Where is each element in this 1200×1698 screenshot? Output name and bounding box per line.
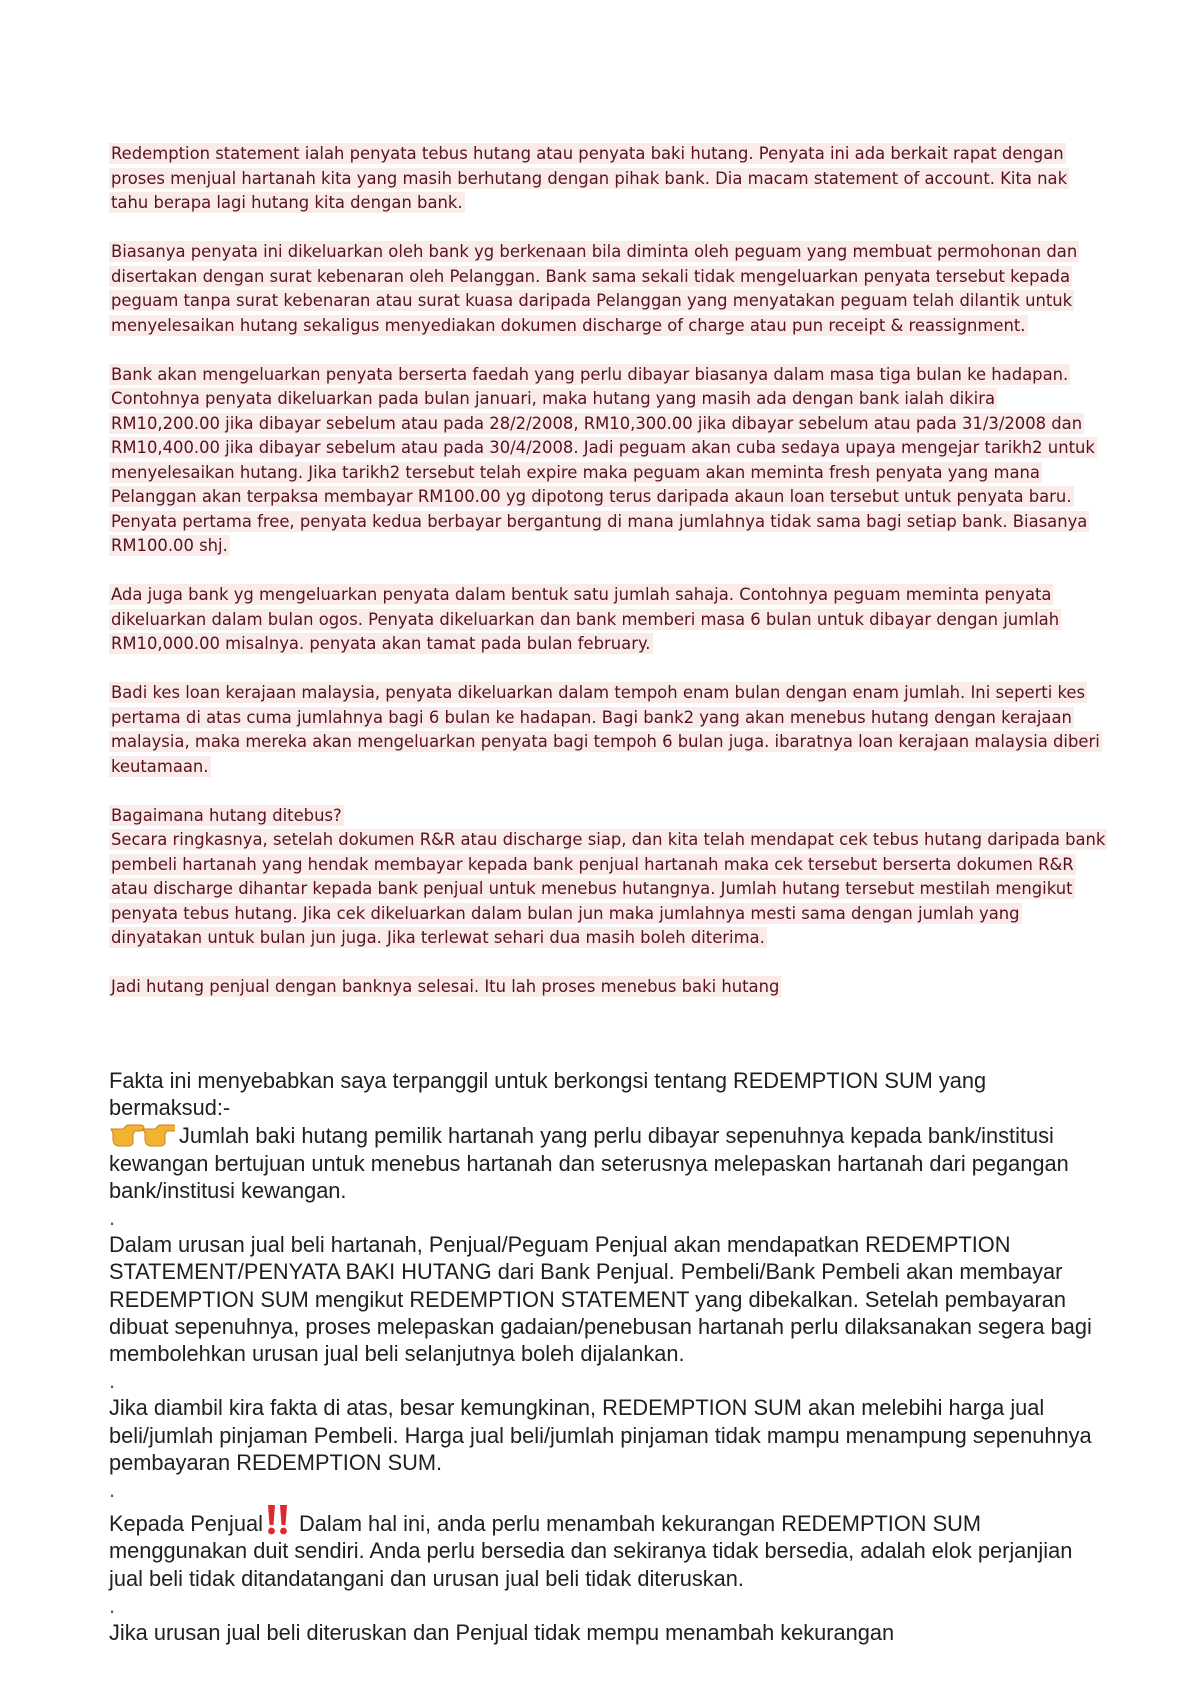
paragraph-text: Jadi hutang penjual dengan banknya selesai. Itu lah proses menebus baki hutang bbox=[111, 977, 780, 996]
paragraph-text: Bank akan mengeluarkan penyata berserta faedah yang perlu dibayar biasanya dalam masa tiga bulan ke hadapan. Contohnya penyata dikeluarkan pada bulan januari, maka hutang yang masih ada dengan bank ialah dikira RM10,200.00 jika dibayar sebelum atau pada 28/2/2008, RM10,300.00 jika dibayar sebelum atau pada 31/3/2008 dan RM10,400.00 jika dibayar sebelum atau pada 30/4/2008. Jadi peguam akan cuba sedaya upaya mengejar tarikh2 untuk menyelesaikan hutang. Jika tarikh2 tersebut telah expire maka peguam akan meminta fresh penyata yang mana Pelanggan akan terpaksa membayar RM100.00 yg dipotong terus daripada akaun loan tersebut untuk penyata baru. Penyata pertama free, penyata kedua berbayar bergantung di mana jumlahnya tidak sama bagi setiap bank. Biasanya RM100.00 shj. bbox=[111, 364, 1095, 555]
paragraph-text: Dalam hal ini, anda perlu menambah kekurangan REDEMPTION SUM menggunakan duit sendiri. Anda perlu bersedia dan sekiranya tidak bersedia, adalah elok perjanjian jual beli tidak ditandatangani dan urusan jual beli tidak diteruskan. bbox=[109, 1511, 1073, 1591]
paragraph-text: Redemption statement ialah penyata tebus hutang atau penyata baki hutang. Penyata ini ada berkait rapat dengan proses menjual hartanah kita yang masih berhutang dengan pihak bank. Dia macam statement of account. Kita nak tahu berapa lagi hutang kita dengan bank. bbox=[111, 144, 1068, 212]
question-heading: Bagaimana hutang ditebus? bbox=[111, 805, 342, 825]
paragraph: Jika urusan jual beli diteruskan dan Penjual tidak mempu menambah kekurangan bbox=[109, 1620, 895, 1645]
paragraph bbox=[109, 363, 1109, 559]
paragraph bbox=[109, 804, 1109, 951]
double-exclamation-icon bbox=[265, 1503, 291, 1537]
paragraph bbox=[109, 975, 1109, 1000]
paragraph bbox=[109, 1121, 1109, 1204]
paragraph bbox=[109, 240, 1109, 338]
commentary bbox=[109, 1067, 1109, 1646]
quoted-article bbox=[109, 142, 1109, 1024]
paragraph: Jika diambil kira fakta di atas, besar kemungkinan, REDEMPTION SUM akan melebihi harga jual beli/jumlah pinjaman Pembeli. Harga jual beli/jumlah pinjaman tidak mampu menampung sepenuhnya pembayaran REDEMPTION SUM. bbox=[109, 1395, 1092, 1475]
separator: . bbox=[109, 1592, 116, 1618]
paragraph-text: Biasanya penyata ini dikeluarkan oleh bank yg berkenaan bila diminta oleh peguam yang membuat permohonan dan disertakan dengan surat kebenaran oleh Pelanggan. Bank sama sekali tidak mengeluarkan penyata tersebut kepada peguam tanpa surat kebenaran atau surat kuasa daripada Pelanggan yang menyatakan peguam telah dilantik untuk menyelesaikan hutang sekaligus menyediakan dokumen discharge of charge atau pun receipt & reassignment. bbox=[111, 242, 1078, 335]
paragraph-text: Ada juga bank yg mengeluarkan penyata dalam bentuk satu jumlah sahaja. Contohnya peguam meminta penyata dikeluarkan dalam bulan ogos. Penyata dikeluarkan dan bank memberi masa 6 bulan untuk dibayar dengan jumlah RM10,000.00 misalnya. penyata akan tamat pada bulan february. bbox=[111, 585, 1060, 653]
paragraph-text: Secara ringkasnya, setelah dokumen R&R atau discharge siap, dan kita telah mendapat cek tebus hutang daripada bank pembeli hartanah yang hendak membayar kepada bank penjual hartanah maka cek tersebut berserta dokumen R&R atau discharge dihantar kepada bank penjual untuk menebus hutangnya. Jumlah hutang tersebut mestilah mengikut penyata tebus hutang. Jika cek dikeluarkan dalam bulan jun maka jumlahnya mesti sama dengan jumlah yang dinyatakan untuk bulan jun juga. Jika terlewat sehari dua masih boleh diterima. bbox=[111, 830, 1106, 947]
separator: . bbox=[109, 1477, 116, 1503]
paragraph-text: Badi kes loan kerajaan malaysia, penyata dikeluarkan dalam tempoh enam bulan dengan enam jumlah. Ini seperti kes pertama di atas cuma jumlahnya bagi 6 bulan ke hadapan. Bagi bank2 yang akan menebus hutang dengan kerajaan malaysia, maka mereka akan mengeluarkan penyata bagi tempoh 6 bulan juga. ibaratnya loan kerajaan malaysia diberi keutamaan. bbox=[111, 683, 1100, 776]
paragraph: Dalam urusan jual beli hartanah, Penjual/Peguam Penjual akan mendapatkan REDEMPTION STATEMENT/PENYATA BAKI HUTANG dari Bank Penjual. Pembeli/Bank Pembeli akan membayar REDEMPTION SUM mengikut REDEMPTION STATEMENT yang dibekalkan. Setelah pembayaran dibuat sepenuhnya, proses melepaskan gadaian/penebusan hartanah perlu dilaksanakan segera bagi membolehkan urusan jual beli selanjutnya boleh dijalankan. bbox=[109, 1232, 1092, 1367]
lead-text: Kepada Penjual bbox=[109, 1511, 263, 1537]
separator: . bbox=[109, 1205, 116, 1231]
paragraph bbox=[109, 1503, 1109, 1592]
paragraph: Fakta ini menyebabkan saya terpanggil untuk berkongsi tentang REDEMPTION SUM yang bermaksud:- bbox=[109, 1068, 987, 1121]
pointing-hands-icon bbox=[109, 1121, 175, 1147]
paragraph bbox=[109, 583, 1109, 657]
paragraph bbox=[109, 142, 1109, 216]
paragraph-text: Jumlah baki hutang pemilik hartanah yang perlu dibayar sepenuhnya kepada bank/institusi kewangan bertujuan untuk menebus hartanah dan seterusnya melepaskan hartanah dari pegangan bank/institusi kewangan. bbox=[109, 1123, 1069, 1203]
separator: . bbox=[109, 1368, 116, 1394]
paragraph bbox=[109, 681, 1109, 779]
